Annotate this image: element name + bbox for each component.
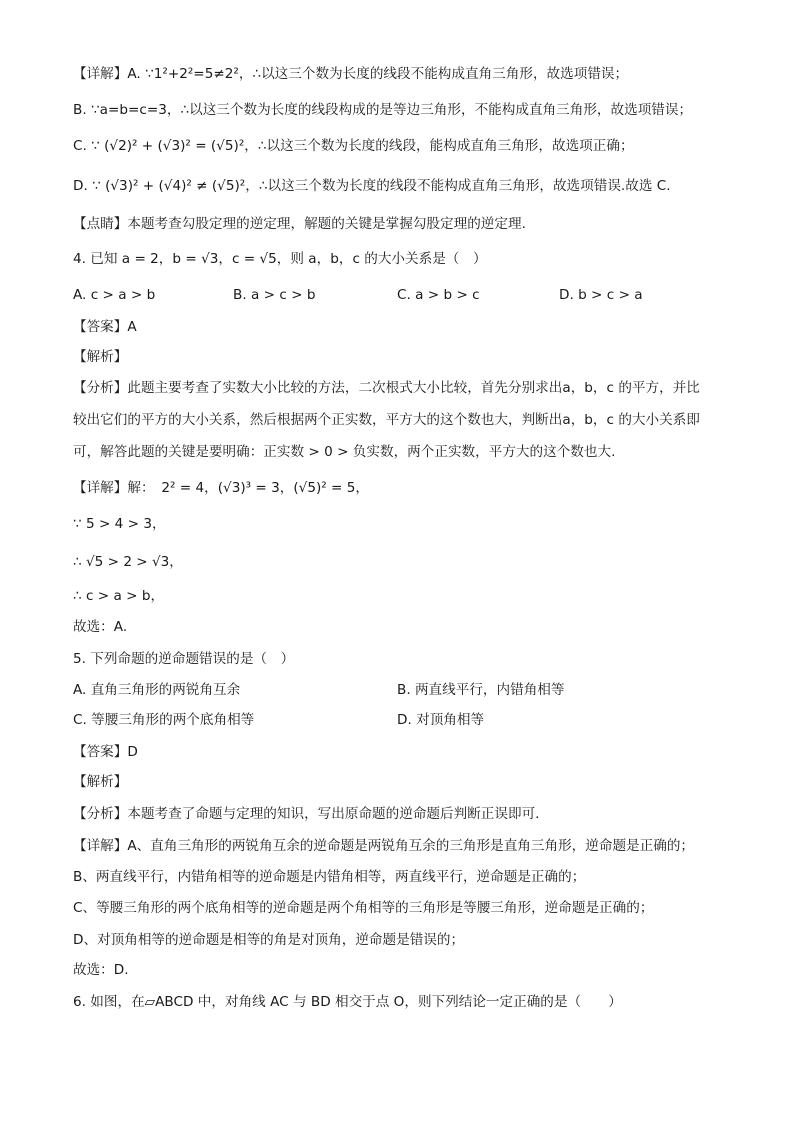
answer-label-4: 【答案】A — [73, 319, 137, 335]
q5-option-b: B. 两直线平行，内错角相等 — [397, 682, 565, 698]
solution-4-step1: 【详解】解： 2² = 4，(√3)³ = 3，(√5)² = 5， — [73, 480, 370, 496]
detail-line-d: D. ∵ (√3)² + (√4)² ≠ (√5)²，∴以这三个数为长度的线段不能构成直角三角形，故选项错误.故选 C. — [73, 178, 671, 194]
detail-5-c: C、等腰三角形的两个底角相等的逆命题是两个角相等的三角形是等腰三角形，逆命题是正确的； — [73, 900, 654, 916]
answer-label-5: 【答案】D — [73, 744, 138, 760]
comment-line: 【点睛】本题考查勾股定理的逆定理，解题的关键是掌握勾股定理的逆定理. — [73, 216, 526, 232]
q4-option-c: C. a > b > c — [397, 287, 480, 303]
analysis-text-4b: 较出它们的平方的大小关系，然后根据两个正实数，平方大的这个数也大，判断出a，b，c 的大小关系即 — [73, 412, 700, 428]
analysis-label-5: 【解析】 — [73, 774, 128, 790]
solution-4-choice: 故选：A. — [73, 619, 128, 635]
q5-option-a: A. 直角三角形的两锐角互余 — [73, 682, 241, 698]
detail-line-b: B. ∵a=b=c=3，∴以这三个数为长度的线段构成的是等边三角形，不能构成直角三角形，故选项错误； — [73, 102, 693, 118]
analysis-text-4a: 【分析】此题主要考查了实数大小比较的方法，二次根式大小比较，首先分别求出a，b，c 的平方，并比 — [73, 380, 700, 396]
detail-5-d: D、对顶角相等的逆命题是相等的角是对顶角，逆命题是错误的； — [73, 932, 465, 948]
solution-5-choice: 故选：D. — [73, 962, 129, 978]
analysis-text-5: 【分析】本题考查了命题与定理的知识，写出原命题的逆命题后判断正误即可. — [73, 806, 540, 822]
question-4: 4. 已知 a = 2，b = √3，c = √5，则 a，b，c 的大小关系是（ ） — [73, 251, 487, 267]
question-6: 6. 如图，在▱ABCD 中，对角线 AC 与 BD 相交于点 O，则下列结论一定正确的是（ ） — [73, 994, 622, 1010]
q4-option-b: B. a > c > b — [233, 287, 316, 303]
detail-5-a: 【详解】A、直角三角形的两锐角互余的逆命题是两锐角互余的三角形是直角三角形，逆命题是正确的； — [73, 838, 695, 854]
detail-line-c: C. ∵ (√2)² + (√3)² = (√5)²，∴以这三个数为长度的线段，能构成直角三角形，故选项正确； — [73, 138, 634, 154]
analysis-label-4: 【解析】 — [73, 349, 128, 365]
solution-4-step2: ∵ 5 > 4 > 3， — [73, 516, 166, 532]
q4-option-a: A. c > a > b — [73, 287, 156, 303]
solution-4-step4: ∴ c > a > b， — [73, 588, 165, 604]
q5-option-d: D. 对顶角相等 — [397, 712, 485, 728]
q4-option-d: D. b > c > a — [559, 287, 643, 303]
question-5: 5. 下列命题的逆命题错误的是（ ） — [73, 651, 295, 667]
solution-4-step3: ∴ √5 > 2 > √3， — [73, 554, 183, 570]
analysis-text-4c: 可，解答此题的关键是要明确：正实数 > 0 > 负实数，两个正实数，平方大的这个数也大. — [73, 444, 616, 460]
detail-line-a: 【详解】A. ∵1²+2²=5≠2²，∴以这三个数为长度的线段不能构成直角三角形，故选项错误； — [73, 66, 629, 82]
detail-5-b: B、两直线平行，内错角相等的逆命题是内错角相等，两直线平行，逆命题是正确的； — [73, 869, 586, 885]
q5-option-c: C. 等腰三角形的两个底角相等 — [73, 712, 255, 728]
